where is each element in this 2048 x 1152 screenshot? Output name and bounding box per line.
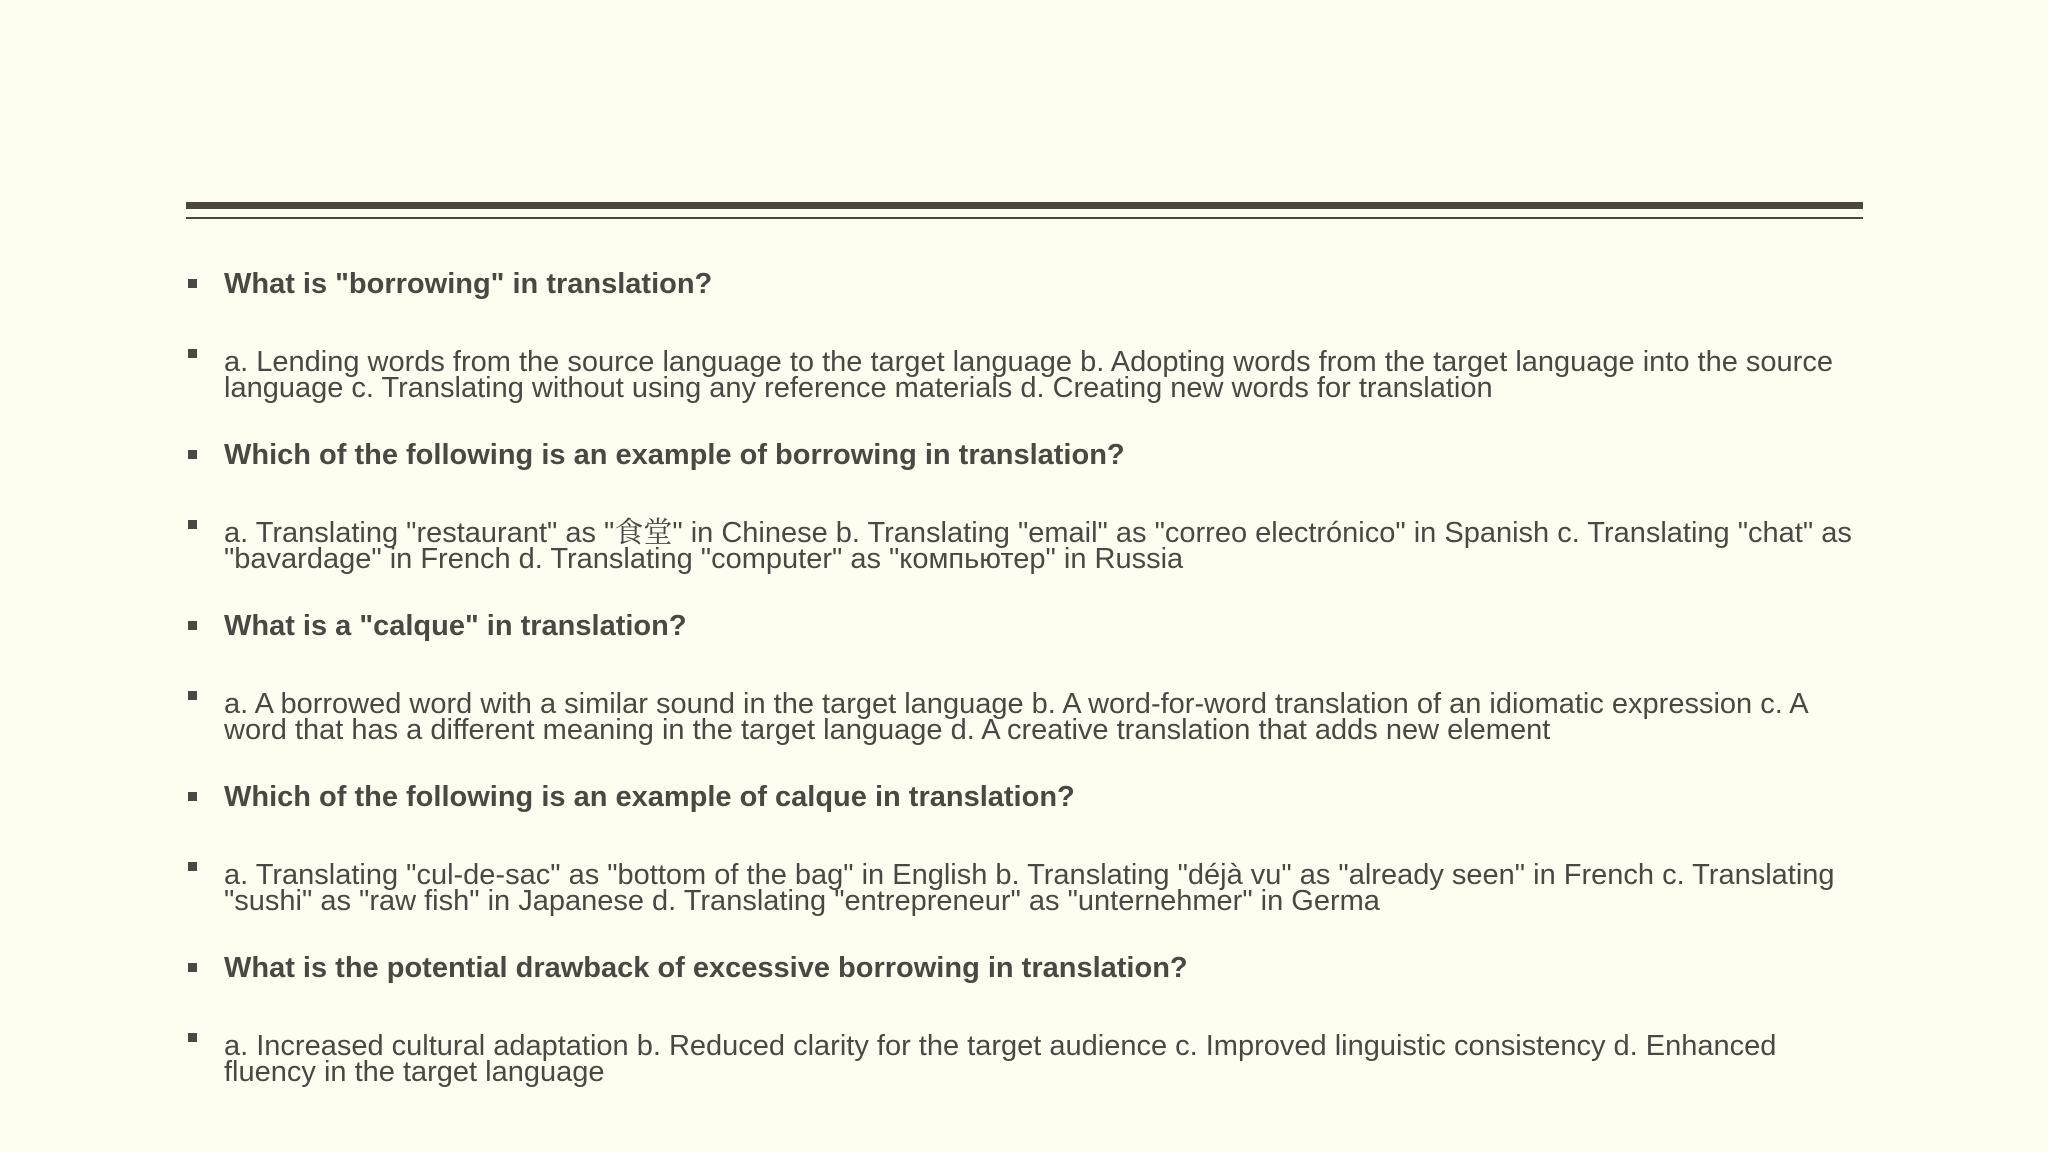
answer-options-text: a. A borrowed word with a similar sound in the target language b. A word-for-word translation of an idiomatic expression c. A word that has a different meaning in the target language d. A creative translation that adds new element [224,688,1807,746]
square-bullet-icon [188,349,197,358]
title-rule-thin [186,217,1863,219]
answer-options-text: a. Increased cultural adaptation b. Reduced clarity for the target audience c. Improved linguistic consistency d. Enhanced fluency in the target language [224,1030,1777,1088]
title-rule-thick [186,202,1863,209]
square-bullet-icon [188,450,197,459]
question-text: Which of the following is an example of borrowing in translation? [224,439,1125,471]
square-bullet-icon [188,963,197,972]
question-item [186,435,1866,475]
answer-item [186,512,1866,575]
square-bullet-icon [188,520,197,529]
answer-options-text: a. Translating "cul-de-sac" as "bottom of the bag" in English b. Translating "déjà vu" as "already seen" in French c. Translating "sushi" as "raw fish" in Japanese d. Translating "entrepreneur" as "unternehmer" in Germa [224,859,1835,917]
question-text: What is "borrowing" in translation? [224,268,713,300]
quiz-bullet-list [186,264,1866,1119]
question-text: What is the potential drawback of excessive borrowing in translation? [224,952,1188,984]
answer-item [186,683,1866,746]
square-bullet-icon [188,621,197,630]
square-bullet-icon [188,691,197,700]
question-item [186,264,1866,304]
square-bullet-icon [188,862,197,871]
question-item [186,606,1866,646]
question-text: What is a "calque" in translation? [224,610,687,642]
square-bullet-icon [188,792,197,801]
answer-item [186,1025,1866,1088]
square-bullet-icon [188,279,197,288]
answer-options-text: a. Translating "restaurant" as "食堂" in Chinese b. Translating "email" as "correo electrónico" in Spanish c. Translating "chat" as "bavardage" in French d. Translating "computer" as "компьютер" in Russia [224,517,1852,575]
question-item [186,777,1866,817]
answer-item [186,341,1866,404]
question-item [186,948,1866,988]
question-text: Which of the following is an example of calque in translation? [224,781,1075,813]
square-bullet-icon [188,1033,197,1042]
answer-options-text: a. Lending words from the source language to the target language b. Adopting words from the target language into the source language c. Translating without using any reference materials d. Creating new words for translation [224,346,1833,404]
answer-item [186,854,1866,917]
